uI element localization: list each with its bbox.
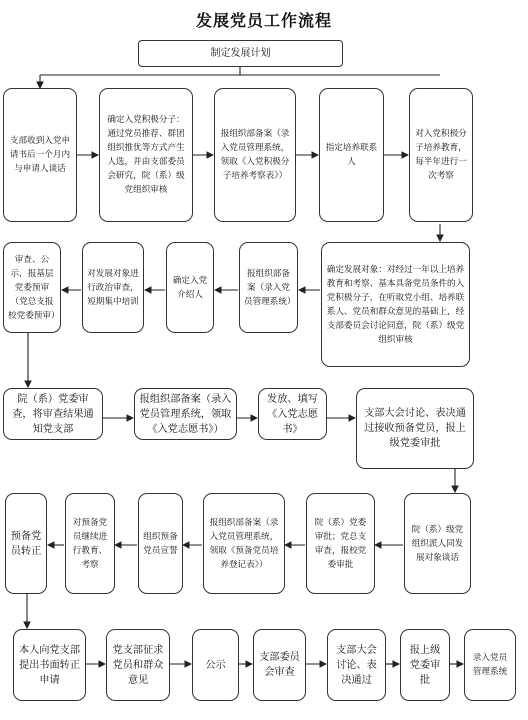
step-talk-applicant: 支部收到入党申请书后一个月内与申请人谈话 — [3, 88, 77, 222]
step-fill-application: 发放、填写《入党志愿书》 — [258, 388, 327, 440]
step-dept-talk: 院（系）级党组织派人同发展对象谈话 — [404, 493, 471, 594]
step-branch-vote: 支部大会讨论、表决通过接收预备党员，报上级党委审批 — [356, 388, 474, 469]
step-committee-approval: 院（系）党委审批；党总支审查，报校党委审批 — [306, 493, 375, 594]
step-confirm-activist: 确定入党积极分子：通过党员推荐、群团组织推优等方式产生人选，并由支部委员会研究，院（系）级党组织审核 — [99, 88, 193, 222]
step-regularize: 预备党员转正 — [5, 493, 47, 594]
step-publicize: 公示 — [192, 629, 239, 701]
step-enter-system: 录入党员管理系统 — [464, 629, 516, 701]
step-continue-education: 对预备党员继续进行教育、考察 — [65, 493, 115, 594]
step-confirm-candidate: 确定发展对象：对经过一年以上培养教育和考察、基本具备党员条件的入党积极分子，在听取党小组、培养联系人、党员和群众意见的基础上，经支部委员会讨论同意，院（系）级党组织审核 — [321, 242, 470, 367]
step-apply-regularize: 本人向党支部提出书面转正申请 — [13, 629, 86, 701]
step-sponsor: 确定入党介绍人 — [166, 242, 214, 333]
step-register-activist: 报组织部备案（录入党员管理系统，领取《入党积极分子培养考察表》） — [214, 88, 296, 222]
step-oath: 组织预备党员宣誓 — [138, 493, 183, 594]
page-title: 发展党员工作流程 — [195, 11, 332, 30]
step-solicit-opinions: 党支部征求党员和群众意见 — [106, 629, 170, 701]
step-register-application: 报组织部备案（录入党员管理系统，领取《入党志愿书》） — [134, 388, 237, 440]
step-political-review: 对发展对象进行政治审查，短期集中培训 — [82, 242, 144, 333]
step-register-candidate: 报组织部备案（录入党员管理系统） — [239, 242, 298, 333]
step-train-activist: 对入党积极分子培养教育，每半年进行一次考察 — [409, 88, 473, 222]
step-plan: 制定发展计划 — [138, 40, 343, 67]
step-register-probationary: 报组织部备案（录入党员管理系统，领取《预备党员培养登记表》） — [203, 493, 285, 594]
step-dept-review: 院（系）党委审查，将审查结果通知党支部 — [3, 388, 103, 440]
step-committee-review: 支部委员会审查 — [253, 629, 306, 701]
step-review-publicize: 审查、公示，报基层党委预审（党总支报校党委预审） — [3, 242, 61, 333]
step-assign-contact: 指定培养联系人 — [319, 88, 384, 222]
step-meeting-vote: 支部大会讨论、表决通过 — [327, 629, 386, 701]
step-superior-approval: 报上级党委审批 — [400, 629, 450, 701]
